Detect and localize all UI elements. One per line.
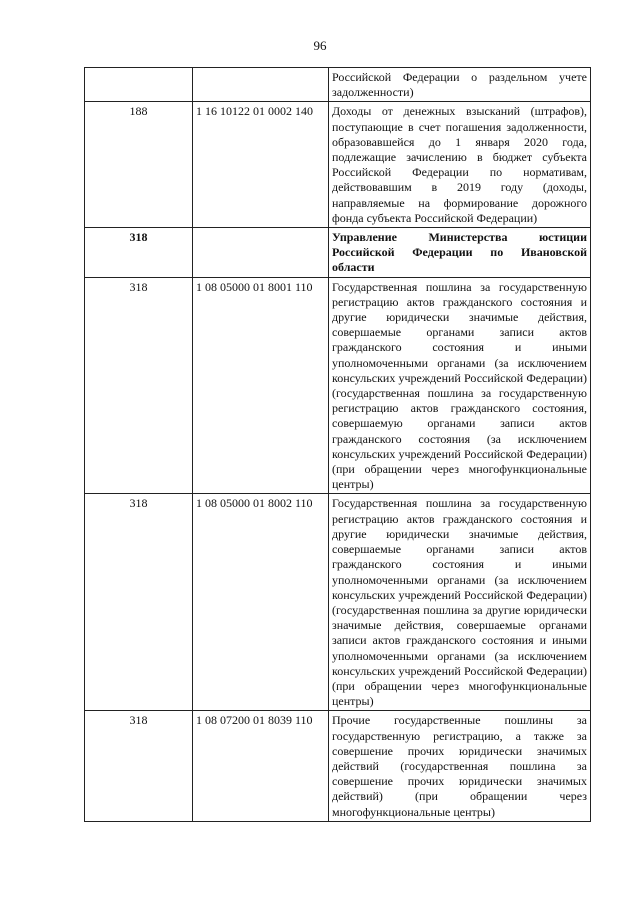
admin-code-cell: 318 [85, 711, 193, 821]
budget-revenue-table [84, 67, 591, 822]
description-cell: Прочие государственные пошлины за государственную регистрацию, а также за совершение прочих юридически значимых действий (государственная пошлина за совершение прочих юридически значимых действий) (при обращении через многофункциональные центры) [329, 711, 591, 821]
section-title-cell: Управление Министерства юстиции Российской Федерации по Ивановской области [329, 228, 591, 278]
table-row-section-header [85, 228, 591, 278]
budget-code-cell: 1 08 05000 01 8001 110 [193, 277, 329, 494]
description-cell: Доходы от денежных взысканий (штрафов), поступающие в счет погашения задолженности, образовавшейся до 1 января 2020 года, подлежащие зачислению в бюджет субъекта Российской Федерации по нормативам, действовавшим в 2019 году (доходы, направляемые на формирование дорожного фонда субъекта Российской Федерации) [329, 102, 591, 228]
table-row [85, 68, 591, 102]
page-number: 96 [313, 38, 327, 53]
admin-code-cell: 318 [85, 494, 193, 711]
budget-code-cell: 1 16 10122 01 0002 140 [193, 102, 329, 228]
admin-code-cell [85, 68, 193, 102]
table-row [85, 277, 591, 494]
budget-code-cell: 1 08 07200 01 8039 110 [193, 711, 329, 821]
budget-code-cell [193, 68, 329, 102]
budget-code-cell [193, 228, 329, 278]
table-row [85, 711, 591, 821]
admin-code-cell: 188 [85, 102, 193, 228]
admin-code-cell: 318 [85, 228, 193, 278]
budget-code-cell: 1 08 05000 01 8002 110 [193, 494, 329, 711]
table-row [85, 494, 591, 711]
description-cell: Государственная пошлина за государственную регистрацию актов гражданского состояния и другие юридически значимые действия, совершаемые органами записи актов гражданского состояния и иными уполномоченными органами (за исключением консульских учреждений Российской Федерации) (государственная пошлина за государственную регистрацию актов гражданского состояния, совершаемую органами записи актов гражданского состояния (за исключением консульских учреждений Российской Федерации) (при обращении через многофункциональные центры) [329, 277, 591, 494]
description-cell: Государственная пошлина за государственную регистрацию актов гражданского состояния и другие юридически значимые действия, совершаемые органами записи актов гражданского состояния и иными уполномоченными органами (за исключением консульских учреждений Российской Федерации) (государственная пошлина за другие юридически значимые действия, совершаемые органами записи актов гражданского состояния и иными уполномоченными органами (за исключением консульских учреждений Российской Федерации) (при обращении через многофункциональные центры) [329, 494, 591, 711]
description-cell: Российской Федерации о раздельном учете задолженности) [329, 68, 591, 102]
table-row [85, 102, 591, 228]
admin-code-cell: 318 [85, 277, 193, 494]
